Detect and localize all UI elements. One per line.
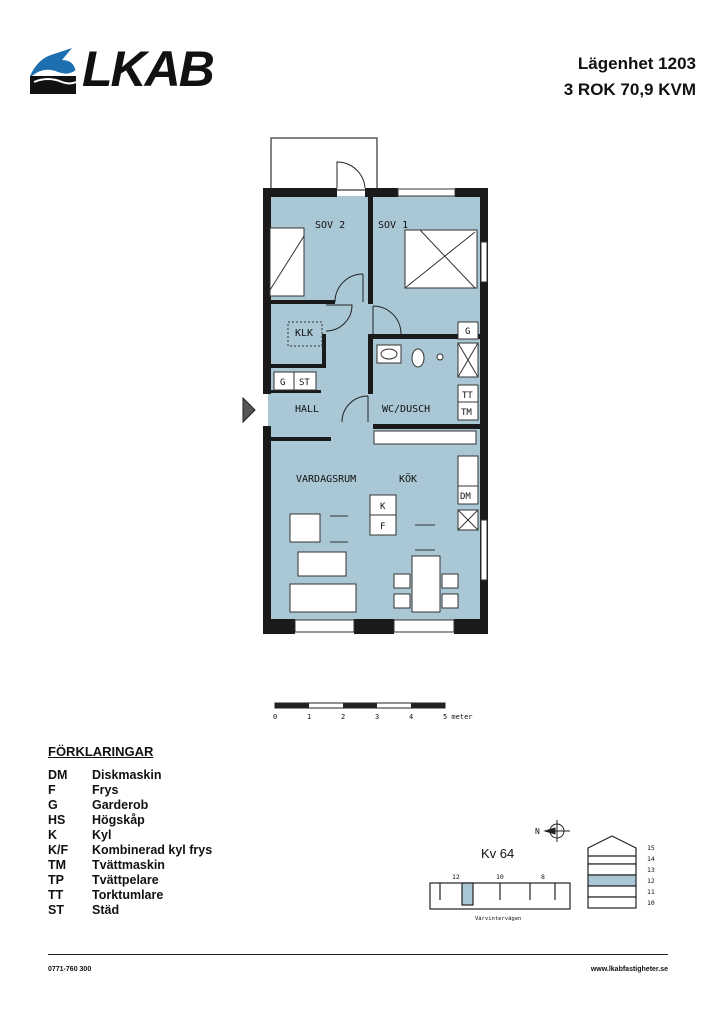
room-label-sov2: SOV 2	[315, 220, 346, 231]
site-plan	[430, 883, 570, 909]
brand-name: LKAB	[82, 41, 213, 97]
label-f: F	[380, 522, 386, 532]
floor-number: 15	[647, 844, 655, 852]
entrance-number: 10	[496, 873, 504, 881]
floor-number: 10	[647, 899, 655, 907]
room-label-kok: KÖK	[399, 474, 418, 485]
north-compass-icon	[545, 820, 570, 842]
legend-item: TT Torktumlare	[48, 888, 164, 902]
floor-number: 12	[647, 877, 655, 885]
room-label-vardagsrum: VARDAGSRUM	[296, 474, 357, 485]
legend-item: TM Tvättmaskin	[48, 858, 165, 872]
legend-item: DM Diskmaskin	[48, 768, 162, 782]
entrance-number: 12	[452, 873, 460, 881]
legend-heading: FÖRKLARINGAR	[48, 744, 154, 759]
scale-tick: 2	[341, 713, 346, 721]
label-g-hall: G	[280, 378, 286, 388]
label-dm: DM	[460, 492, 471, 502]
label-g-sov1: G	[465, 327, 471, 337]
room-label-klk: KLK	[295, 328, 314, 339]
label-k: K	[380, 502, 386, 512]
block-label: Kv 64	[481, 846, 515, 861]
legend-item: ST Städ	[48, 903, 120, 917]
footer-website[interactable]: www.lkabfastigheter.se	[590, 966, 668, 973]
legend-item: K/F Kombinerad kyl frys	[48, 843, 213, 857]
footer-divider	[48, 954, 668, 955]
legend-item: TP Tvättpelare	[48, 873, 159, 887]
legend-item: K Kyl	[48, 828, 112, 842]
label-tt: TT	[462, 391, 473, 401]
label-tm: TM	[461, 408, 472, 418]
building-elevation	[588, 836, 636, 908]
apartment-size: 3 ROK 70,9 KVM	[563, 80, 696, 99]
floor-number: 13	[647, 866, 655, 874]
legend-item: G Garderob	[48, 798, 149, 812]
footer-phone: 0771-760 300	[48, 966, 92, 973]
scale-tick: 1	[307, 713, 312, 721]
apartment-number: Lägenhet 1203	[577, 54, 696, 73]
scale-tick: 5 meter	[443, 713, 473, 721]
scale-tick: 4	[409, 713, 414, 721]
scale-tick: 0	[273, 713, 278, 721]
room-label-hall: HALL	[295, 404, 320, 415]
label-st-hall: ST	[299, 378, 310, 388]
street-name: Värvintervägen	[475, 916, 522, 922]
scale-tick: 3	[375, 713, 380, 721]
legend-item: HS Högskåp	[48, 813, 145, 827]
floor-number: 11	[647, 888, 655, 896]
north-label: N	[535, 827, 540, 836]
floor-number: 14	[647, 855, 655, 863]
legend-item: F Frys	[48, 783, 119, 797]
entrance-number: 8	[541, 873, 545, 881]
room-label-wc: WC/DUSCH	[382, 404, 431, 415]
room-label-sov1: SOV 1	[378, 220, 409, 231]
